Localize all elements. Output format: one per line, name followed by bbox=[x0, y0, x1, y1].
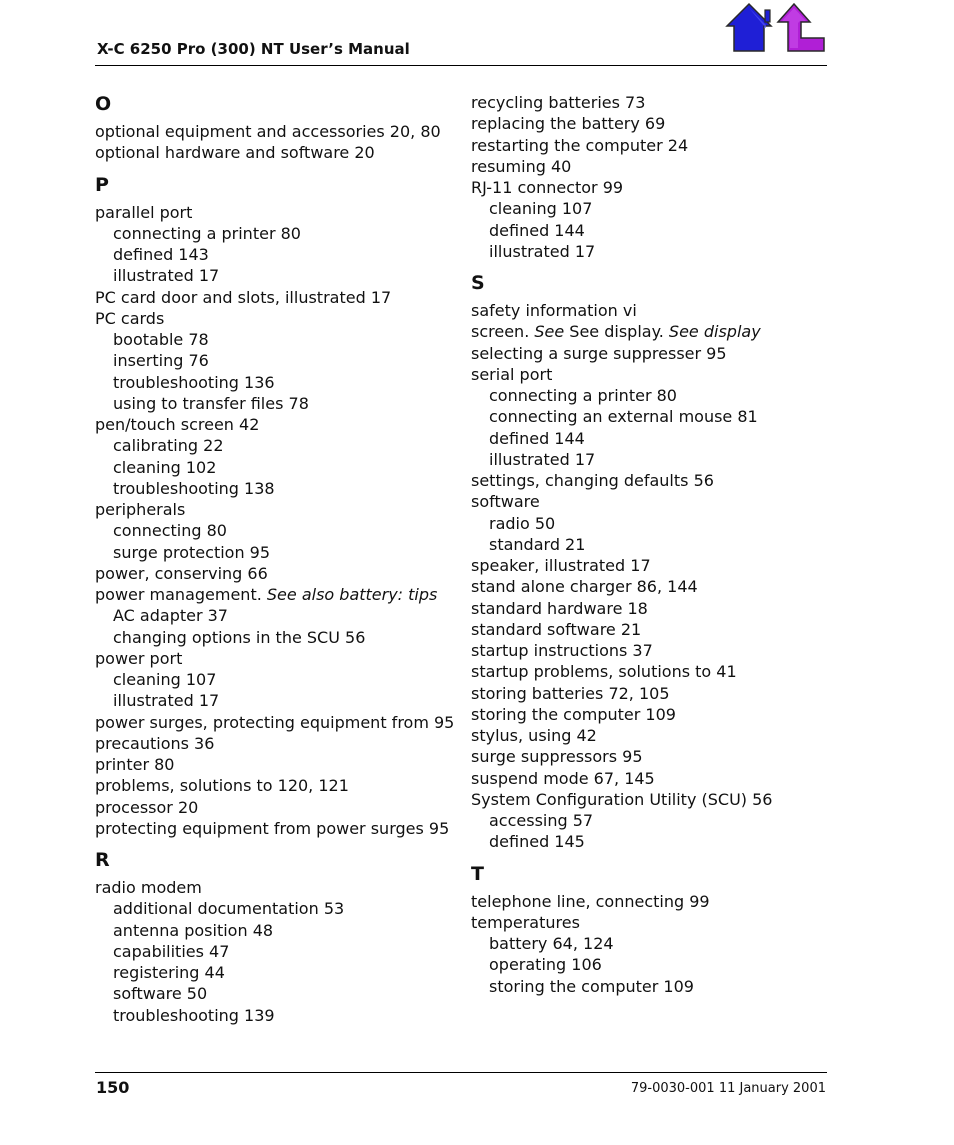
index-entry[interactable]: recycling batteries 73 bbox=[471, 93, 646, 112]
index-entry[interactable]: optional hardware and software 20 bbox=[95, 143, 375, 163]
index-entry[interactable]: optional equipment and accessories 20, 80 bbox=[95, 122, 441, 141]
index-entry[interactable]: radio modem bbox=[95, 878, 202, 897]
index-entry[interactable]: power surges, protecting equipment from 95 bbox=[95, 712, 455, 732]
index-subentry[interactable]: additional documentation 53 bbox=[113, 899, 345, 919]
index-entry[interactable]: suspend mode 67, 145 bbox=[471, 768, 655, 788]
index-subentry[interactable]: bootable 78 bbox=[113, 330, 209, 349]
index-letter-heading: T bbox=[471, 862, 484, 885]
index-entry[interactable]: screen. See See display. See display bbox=[471, 322, 761, 342]
index-subentry[interactable]: illustrated 17 bbox=[489, 449, 596, 469]
index-subentry[interactable]: connecting an external mouse 81 bbox=[489, 407, 758, 427]
index-entry[interactable]: selecting a surge suppresser 95 bbox=[471, 343, 727, 363]
index-subentry[interactable]: operating 106 bbox=[489, 955, 602, 975]
index-subentry[interactable]: connecting 80 bbox=[113, 521, 227, 541]
index-subentry[interactable]: using to transfer files 78 bbox=[113, 393, 309, 413]
index-subentry[interactable]: defined 143 bbox=[113, 245, 209, 264]
index-entry[interactable]: safety information vi bbox=[471, 301, 637, 320]
index-subentry[interactable]: standard 21 bbox=[489, 534, 586, 554]
home-icon bbox=[724, 2, 774, 54]
index-subentry[interactable]: inserting 76 bbox=[113, 351, 209, 371]
index-subentry[interactable]: cleaning 102 bbox=[113, 457, 217, 477]
index-subentry[interactable]: software 50 bbox=[113, 984, 208, 1004]
index-subentry[interactable]: defined 144 bbox=[489, 220, 585, 240]
home-button[interactable] bbox=[724, 2, 774, 54]
index-entry[interactable]: precautions 36 bbox=[95, 733, 215, 753]
nav-icons bbox=[724, 2, 828, 54]
index-entry[interactable]: replacing the battery 69 bbox=[471, 114, 666, 134]
index-subentry[interactable]: connecting a printer 80 bbox=[113, 223, 301, 243]
up-arrow-icon bbox=[776, 2, 826, 54]
index-subentry[interactable]: accessing 57 bbox=[489, 811, 594, 830]
index-entry[interactable]: parallel port bbox=[95, 202, 193, 222]
index-entry[interactable]: power port bbox=[95, 648, 183, 668]
index-subentry[interactable]: calibrating 22 bbox=[113, 436, 224, 456]
index-entry[interactable]: speaker, illustrated 17 bbox=[471, 556, 651, 575]
index-entry[interactable]: pen/touch screen 42 bbox=[95, 415, 260, 434]
index-letter-heading: R bbox=[95, 849, 110, 871]
index-subentry[interactable]: illustrated 17 bbox=[113, 691, 220, 711]
index-entry[interactable]: problems, solutions to 120, 121 bbox=[95, 776, 349, 796]
index-entry[interactable]: PC card door and slots, illustrated 17 bbox=[95, 287, 392, 307]
index-entry[interactable]: startup instructions 37 bbox=[471, 641, 653, 660]
index-entry[interactable]: startup problems, solutions to 41 bbox=[471, 662, 737, 682]
index-entry[interactable]: System Configuration Utility (SCU) 56 bbox=[471, 789, 773, 809]
index-letter-heading: O bbox=[95, 93, 112, 115]
index-subentry[interactable]: surge protection 95 bbox=[113, 542, 271, 562]
index-subentry[interactable]: troubleshooting 139 bbox=[113, 1005, 275, 1025]
index-entry[interactable]: storing batteries 72, 105 bbox=[471, 683, 670, 703]
index-entry[interactable]: stand alone charger 86, 144 bbox=[471, 577, 698, 597]
index-subentry[interactable]: troubleshooting 136 bbox=[113, 372, 275, 392]
index-entry[interactable]: serial port bbox=[471, 364, 553, 384]
index-subentry[interactable]: troubleshooting 138 bbox=[113, 478, 275, 498]
page-header-title: X-C 6250 Pro (300) NT User’s Manual bbox=[97, 40, 410, 58]
index-subentry[interactable]: battery 64, 124 bbox=[489, 934, 614, 953]
index-subentry[interactable]: changing options in the SCU 56 bbox=[113, 627, 366, 647]
index-entry[interactable]: PC cards bbox=[95, 308, 165, 328]
index-entry[interactable]: restarting the computer 24 bbox=[471, 135, 689, 155]
index-subentry[interactable]: cleaning 107 bbox=[489, 199, 593, 219]
index-subentry[interactable]: radio 50 bbox=[489, 513, 556, 533]
index-subentry[interactable]: defined 145 bbox=[489, 832, 585, 852]
index-subentry[interactable]: storing the computer 109 bbox=[489, 976, 694, 996]
index-subentry[interactable]: illustrated 17 bbox=[113, 266, 220, 286]
index-entry[interactable]: storing the computer 109 bbox=[471, 704, 676, 724]
index-subentry[interactable]: registering 44 bbox=[113, 963, 225, 982]
index-entry[interactable]: resuming 40 bbox=[471, 156, 572, 176]
index-subentry[interactable]: AC adapter 37 bbox=[113, 606, 228, 626]
index-subentry[interactable]: capabilities 47 bbox=[113, 941, 230, 961]
index-entry[interactable]: peripherals bbox=[95, 500, 186, 519]
index-entry[interactable]: printer 80 bbox=[95, 755, 175, 774]
index-entry[interactable]: temperatures bbox=[471, 912, 580, 932]
header-rule bbox=[95, 65, 827, 66]
index-entry[interactable]: protecting equipment from power surges 95 bbox=[95, 818, 450, 838]
index-entry[interactable]: processor 20 bbox=[95, 797, 199, 817]
index-letter-heading: S bbox=[471, 272, 485, 294]
index-entry[interactable]: telephone line, connecting 99 bbox=[471, 891, 710, 911]
footer-rule bbox=[95, 1072, 827, 1073]
index-entry[interactable]: stylus, using 42 bbox=[471, 726, 597, 745]
index-entry[interactable]: software bbox=[471, 492, 540, 512]
index-entry[interactable]: power management. See also battery: tips bbox=[95, 585, 438, 604]
page-number: 150 bbox=[96, 1078, 130, 1097]
index-letter-heading: P bbox=[95, 173, 109, 196]
index-entry[interactable]: standard software 21 bbox=[471, 619, 642, 639]
index-entry[interactable]: settings, changing defaults 56 bbox=[471, 471, 714, 490]
index-subentry[interactable]: cleaning 107 bbox=[113, 670, 217, 689]
index-subentry[interactable]: connecting a printer 80 bbox=[489, 386, 677, 405]
index-entry[interactable]: standard hardware 18 bbox=[471, 598, 648, 618]
index-entry[interactable]: surge suppressors 95 bbox=[471, 747, 643, 767]
index-subentry[interactable]: illustrated 17 bbox=[489, 241, 596, 261]
index-entry[interactable]: power, conserving 66 bbox=[95, 563, 268, 583]
index-entry[interactable]: RJ-11 connector 99 bbox=[471, 178, 624, 197]
document-info: 79-0030-001 11 January 2001 bbox=[630, 1081, 826, 1096]
index-subentry[interactable]: antenna position 48 bbox=[113, 920, 274, 940]
index-subentry[interactable]: defined 144 bbox=[489, 428, 585, 448]
up-button[interactable] bbox=[776, 2, 826, 54]
